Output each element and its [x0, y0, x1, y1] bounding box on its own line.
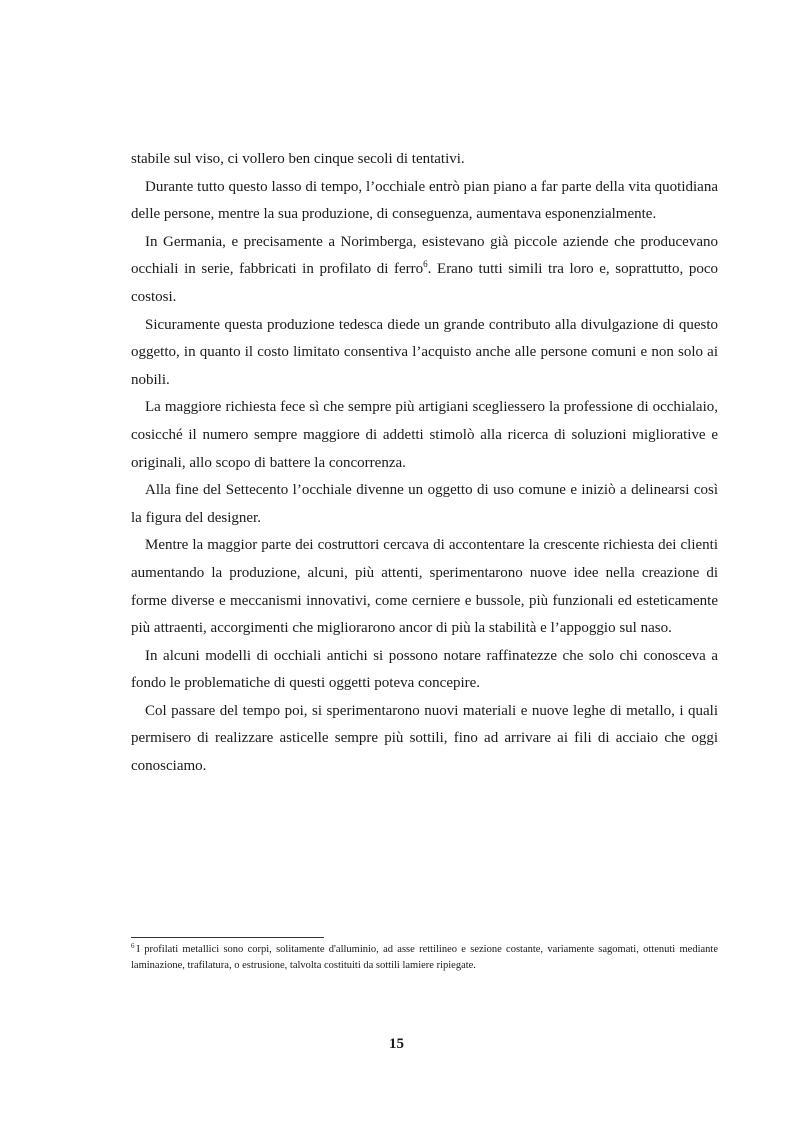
paragraph: In alcuni modelli di occhiali antichi si possono notare raffinatezze che solo chi conosceva a fondo le problematiche di questi oggetti poteva concepire.	[131, 647, 718, 692]
paragraph: Sicuramente questa produzione tedesca diede un grande contributo alla divulgazione di questo oggetto, in quanto il costo limitato consentiva l’acquisto anche alle persone comuni e non solo ai nobili.	[131, 316, 718, 388]
footnote	[131, 942, 718, 973]
paragraph: Alla fine del Settecento l’occhiale divenne un oggetto di uso comune e iniziò a delinearsi così la figura del designer.	[131, 482, 718, 526]
paragraph: La maggiore richiesta fece sì che sempre più artigiani scegliessero la professione di occhialaio, cosicché il numero sempre maggiore di addetti stimolò alla ricerca di soluzioni migliorative e originali, allo scopo di battere la concorrenza.	[131, 399, 718, 471]
paragraph-with-footnote-ref	[131, 229, 718, 312]
page-number: 15	[389, 1036, 404, 1052]
paragraph: Mentre la maggior parte dei costruttori cercava di accontentare la crescente richiesta dei clienti aumentando la produzione, alcuni, più attenti, sperimentarono nuove idee nella creazione di forme diverse e meccanismi innovativi, come cerniere e bussole, più funzionali ed esteticamente più attraenti, accorgimenti che migliorarono ancor di più la stabilità e l’appoggio sul naso.	[131, 537, 718, 637]
paragraph: Durante tutto questo lasso di tempo, l’occhiale entrò pian piano a far parte della vita quotidiana delle persone, mentre la sua produzione, di conseguenza, aumentava esponenzialmente.	[131, 178, 718, 223]
paragraph-continued: stabile sul viso, ci vollero ben cinque secoli di tentativi.	[131, 151, 465, 167]
footnote-separator	[131, 937, 324, 938]
footnote-number: 6	[131, 941, 135, 950]
body-text	[131, 146, 718, 781]
paragraph: Col passare del tempo poi, si sperimentarono nuovi materiali e nuove leghe di metallo, i quali permisero di realizzare asticelle sempre più sottili, fino ad arrivare ai fili di acciaio che oggi conosciamo.	[131, 702, 718, 775]
footnote-text: I profilati metallici sono corpi, solitamente d'alluminio, ad asse rettilineo e sezione costante, variamente sagomati, ottenuti mediante laminazione, trafilatura, o estrusione, talvolta costituiti da sottili lamiere ripiegate.	[131, 944, 718, 971]
paragraph-text: In Germania, e precisamente a Norimberga, esistevano già piccole aziende che producevano occhiali in serie, fabbricati in profilato di ferro	[131, 233, 718, 278]
footnote-reference[interactable]: 6	[423, 259, 428, 270]
paragraph-text: . Erano tutti simili tra loro e, soprattutto, poco costosi.	[131, 261, 718, 305]
